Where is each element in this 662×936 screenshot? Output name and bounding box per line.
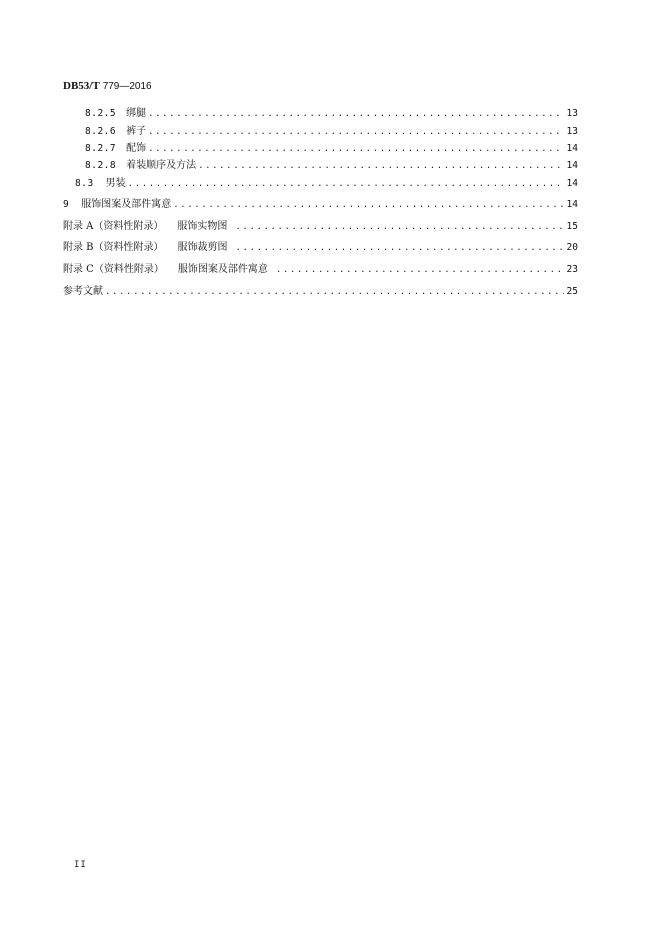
toc-entry-page: 20: [566, 242, 578, 253]
toc-leader-dots: [198, 159, 563, 173]
toc-entry-page: 14: [566, 199, 578, 210]
toc-entry-title: 服饰裁剪图: [177, 242, 228, 253]
toc-entry-number: 附录 B（资料性附录）: [63, 242, 164, 253]
toc-entry-appendix-c[interactable]: [63, 263, 578, 277]
toc-leader-dots: [173, 198, 563, 212]
toc-entry-page: 14: [566, 160, 578, 171]
document-header: [63, 80, 152, 93]
toc-entry-title: 男装: [105, 178, 126, 189]
toc-entry-number: 附录 A（资料性附录）: [63, 221, 164, 232]
toc-entry-page: 15: [566, 221, 578, 232]
toc-entry-page: 13: [566, 108, 578, 119]
toc-leader-dots: [128, 177, 564, 191]
toc-entry-8-3[interactable]: [75, 177, 578, 191]
toc-leader-dots: [148, 125, 563, 139]
toc-entry-title: 绑腿: [126, 108, 147, 119]
toc-entry-page: 25: [566, 286, 578, 297]
toc-entry-page: 14: [566, 178, 578, 189]
toc-entry-title: 配饰: [126, 143, 147, 154]
toc-entry-number: 8.3: [75, 178, 94, 189]
toc-entry-number: 附录 C（资料性附录）: [63, 264, 164, 275]
toc-entry-8-2-6[interactable]: [85, 125, 578, 139]
toc-entry-page: 23: [566, 264, 578, 275]
toc-entry-title: 裤子: [126, 126, 147, 137]
toc-entry-title: 着装顺序及方法: [126, 160, 197, 171]
toc-leader-dots: [276, 263, 564, 277]
toc-entry-number: 9: [63, 199, 70, 210]
toc-entry-number: 8.2.6: [85, 126, 117, 137]
toc-entry-title: 参考文献: [63, 286, 103, 297]
toc-entry-references[interactable]: [63, 285, 578, 299]
toc-entry-title: 服饰图案及部件寓意: [81, 199, 172, 210]
toc-entry-title: 服饰实物图: [177, 221, 228, 232]
toc-entry-number: 8.2.5: [85, 108, 117, 119]
toc-leader-dots: [148, 107, 563, 121]
toc-entry-page: 14: [566, 143, 578, 154]
toc-entry-9[interactable]: [63, 198, 578, 212]
toc-entry-number: 8.2.8: [85, 160, 117, 171]
toc-entry-title: 服饰图案及部件寓意: [177, 264, 268, 275]
page-number: II: [74, 860, 87, 870]
toc-entry-page: 13: [566, 126, 578, 137]
standard-code-number: 779—2016: [102, 81, 152, 92]
toc-entry-8-2-7[interactable]: [85, 142, 578, 156]
toc-entry-appendix-a[interactable]: [63, 220, 578, 234]
toc-leader-dots: [235, 220, 563, 234]
standard-code-prefix: DB53/T: [63, 80, 100, 92]
toc-leader-dots: [105, 285, 564, 299]
toc-entry-8-2-5[interactable]: [85, 107, 578, 121]
toc-entry-number: 8.2.7: [85, 143, 117, 154]
toc-leader-dots: [236, 241, 564, 255]
toc-entry-8-2-8[interactable]: [85, 159, 578, 173]
toc-entry-appendix-b[interactable]: [63, 241, 578, 255]
toc-leader-dots: [148, 142, 563, 156]
